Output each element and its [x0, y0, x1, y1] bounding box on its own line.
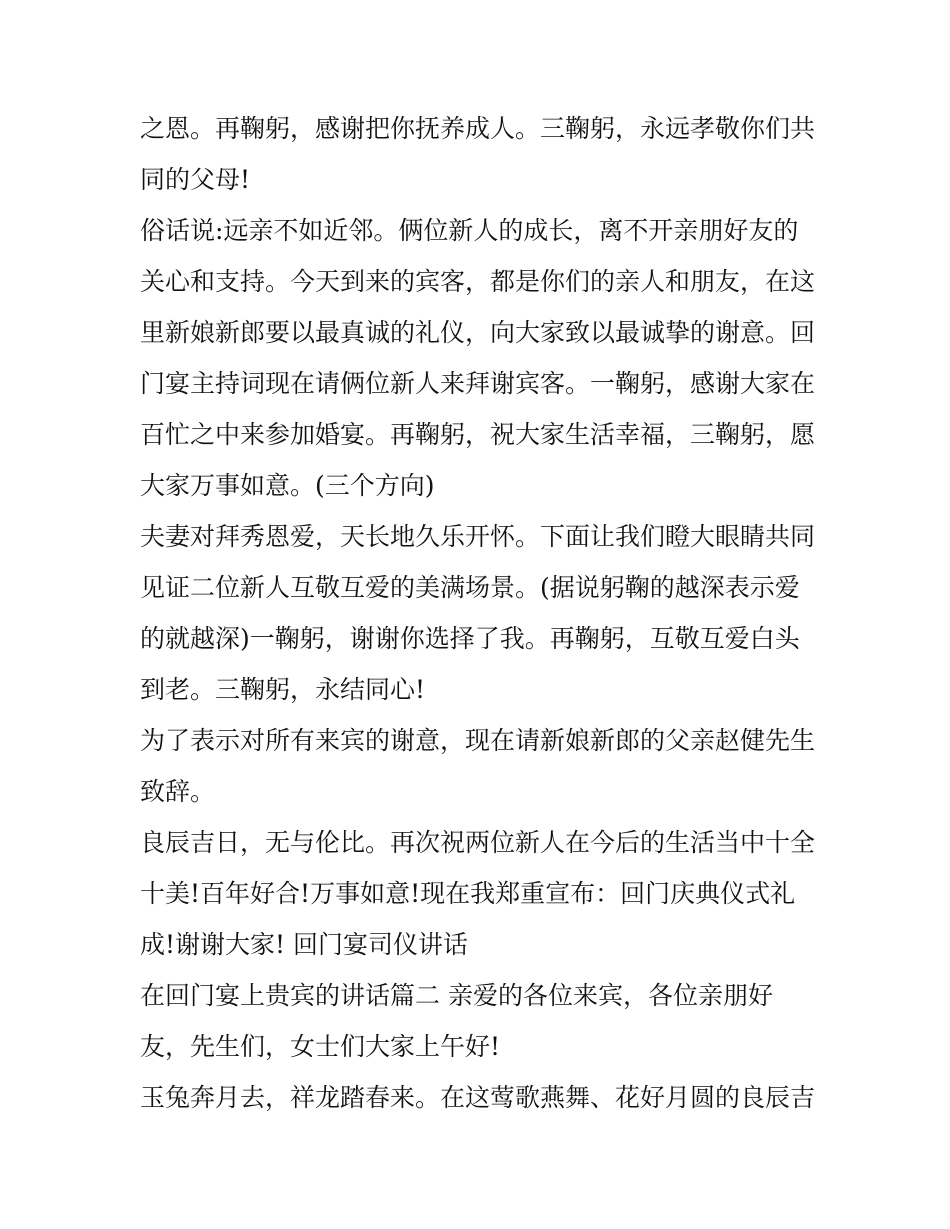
text-line: 之恩。再鞠躬，感谢把你抚养成人。三鞠躬，永远孝敬你们共 — [140, 114, 816, 143]
text-line: 良辰吉日，无与伦比。再次祝两位新人在今后的生活当中十全 — [140, 828, 816, 857]
text-line: 大家万事如意。(三个方向) — [140, 471, 435, 500]
text-line: 百忙之中来参加婚宴。再鞠躬，祝大家生活幸福，三鞠躬，愿 — [140, 420, 816, 449]
text-line: 的就越深)一鞠躬，谢谢你选择了我。再鞠躬，互敬互爱白头 — [140, 624, 800, 653]
text-line: 友，先生们，女士们大家上午好! — [140, 1032, 501, 1061]
text-line: 十美!百年好合!万事如意!现在我郑重宣布：回门庆典仪式礼 — [140, 879, 796, 908]
text-line: 为了表示对所有来宾的谢意，现在请新娘新郎的父亲赵健先生 — [140, 726, 816, 755]
text-line: 致辞。 — [140, 777, 216, 806]
text-line: 到老。三鞠躬，永结同心! — [140, 675, 426, 704]
text-line: 里新娘新郎要以最真诚的礼仪，向大家致以最诚挚的谢意。回 — [140, 318, 816, 347]
text-line: 俗话说:远亲不如近邻。俩位新人的成长，离不开亲朋好友的 — [140, 216, 799, 245]
text-line: 成!谢谢大家! 回门宴司仪讲话 — [140, 930, 469, 959]
text-line: 关心和支持。今天到来的宾客，都是你们的亲人和朋友，在这 — [140, 267, 816, 296]
text-line: 见证二位新人互敬互爱的美满场景。(据说躬鞠的越深表示爱 — [140, 573, 800, 602]
text-line: 玉兔奔月去，祥龙踏春来。在这莺歌燕舞、花好月圆的良辰吉 — [140, 1083, 816, 1112]
text-line: 同的父母! — [140, 165, 251, 194]
document-body — [140, 103, 820, 1123]
text-line: 门宴主持词现在请俩位新人来拜谢宾客。一鞠躬，感谢大家在 — [140, 369, 816, 398]
text-line: 夫妻对拜秀恩爱，天长地久乐开怀。下面让我们瞪大眼睛共同 — [140, 522, 816, 551]
text-line: 在回门宴上贵宾的讲话篇二 亲爱的各位来宾，各位亲朋好 — [140, 981, 773, 1010]
